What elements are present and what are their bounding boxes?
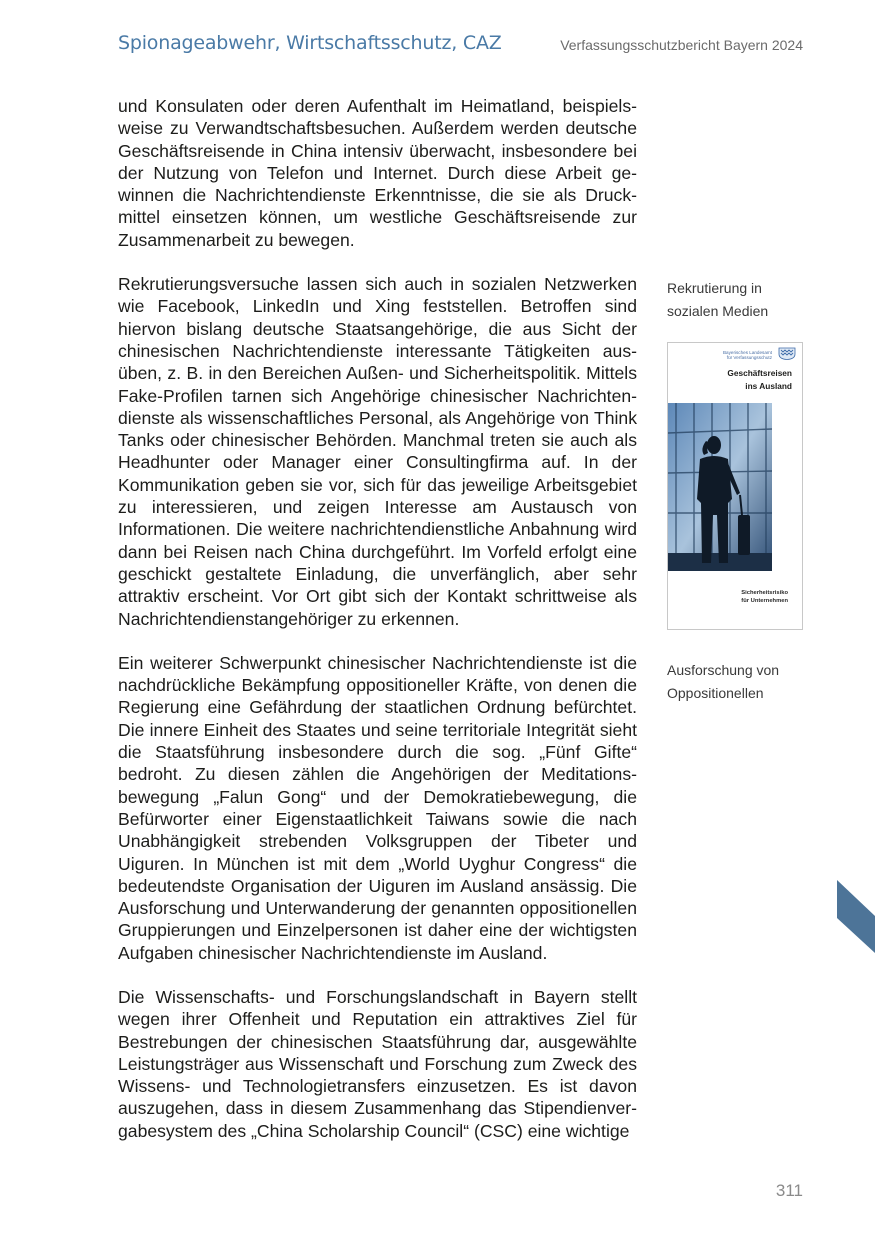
margin-note-recruitment — [667, 277, 768, 323]
report-title: Verfassungsschutzbericht Bayern 2024 — [560, 37, 803, 53]
brochure-subtitle — [668, 589, 788, 605]
margin-note-line: Ausforschung von — [667, 662, 780, 678]
businessman-silhouette-photo — [668, 403, 772, 571]
paragraph-3: Ein weiterer Schwerpunkt chinesischer Nachrichtendienste ist die nachdrückliche Bekämpfung oppositioneller Kräfte, von denen die Regierung eine Gefährdung der staatlichen Ordnung befürchtet. Die innere Einheit des Staates und seine territoriale Integrität sieht die Staatsführung insbesondere durch die sog. „Fünf Gifte“ bedroht. Zu diesen zählen die Angehörigen der Meditationsbewegung „Falun Gong“ und der Demokratiebewegung, die Befürworter einer Eigenstaatlichkeit Taiwans sowie die nach Unabhängigkeit strebenden Volksgruppen der Tibeter und Uiguren. In München ist mit dem „World Uyghur Congress“ die bedeutendste Organisation der Uiguren im Ausland ansässig. Die Ausforschung und Unterwanderung der genannten oppositionellen Gruppierungen und Einzelpersonen ist daher eine der wichtigsten Aufgaben chinesischer Nachrichtendienste im Ausland. — [118, 652, 637, 963]
section-title: Spionageabwehr, Wirtschaftsschutz, CAZ — [118, 32, 502, 54]
paragraph-4: Die Wissenschafts- und Forschungslandschaft in Bayern stellt wegen ihrer Offenheit und Reputation ein attraktives Ziel für Bestrebungen der chinesischen Staatsführung dar, ausgewählte Leistungsträger aus Wissenschaft und Forschung zum Zweck des Wissens- und Technologietransfers einzusetzen. Es ist davon auszugehen, dass in diesem Zusammenhang das Stipendienvergabesystem des „China Scholarship Council“ (CSC) eine wichtige — [118, 986, 637, 1141]
brochure-subtitle-line: für Unternehmen — [741, 598, 788, 604]
brochure-org — [723, 350, 772, 361]
margin-note-line: Oppositionellen — [667, 685, 764, 701]
brochure-title — [668, 367, 792, 393]
brochure-org-line: für Verfassungsschutz — [726, 355, 772, 361]
chapter-tab — [837, 880, 875, 953]
brochure-org-line: Bayerisches Landesamt — [722, 350, 772, 355]
main-text — [118, 95, 637, 1164]
brochure-subtitle-line: Sicherheitsrisiko — [741, 590, 788, 596]
margin-note-line: Rekrutierung in — [667, 280, 762, 296]
margin-note-opposition — [667, 659, 779, 705]
bavarian-coat-of-arms-icon — [776, 347, 798, 360]
margin-note-line: sozialen Medien — [667, 303, 769, 319]
brochure-cover — [667, 342, 803, 630]
brochure-title-line: Geschäftsreisen — [727, 368, 792, 378]
page-number: 311 — [775, 1181, 803, 1200]
paragraph-2: Rekrutierungsversuche lassen sich auch in sozialen Netzwerken wie Facebook, LinkedIn und Xing feststellen. Betroffen sind hiervon bislang deutsche Staatsangehörige, die aus Sicht der chinesischen Nachrichtendienste interessante Tätigkeiten ausüben, z. B. in den Bereichen Außen- und Sicherheitspolitik. Mittels Fake-Profilen tarnen sich Angehörige chinesischer Nachrichtendienste als wissenschaftliches Personal, als Angehörige von Think Tanks oder chinesischer Behörden. Manchmal treten sie auch als Headhunter oder Manager einer Consultingfirma auf. In der Kommunikation geben sie vor, sich für das jeweilige Arbeitsgebiet zu interessieren, und zeigen Interesse am Austausch von Informationen. Die weitere nachrichtendienstliche Anbahnung wird dann bei Reisen nach China durchgeführt. Im Vorfeld erfolgt eine geschickt gestaltete Einladung, die unverfänglich, aber sehr attraktiv erscheint. Vor Ort gibt sich der Kontakt schrittweise als Nachrichtendienstangehöriger zu erkennen. — [118, 274, 637, 629]
paragraph-1: und Konsulaten oder deren Aufenthalt im Heimatland, beispielsweise zu Verwandtschaftsbesuchen. Außerdem werden deutsche Geschäftsreisende in China intensiv überwacht, insbesondere bei der Nutzung von Telefon und Internet. Durch diese Arbeit gewinnen die Nachrichtendienste Erkenntnisse, die sie als Druckmittel einsetzen können, um westliche Geschäftsreisende zur Zusammenarbeit zu bewegen. — [118, 96, 637, 250]
brochure-title-line: ins Ausland — [745, 381, 792, 391]
